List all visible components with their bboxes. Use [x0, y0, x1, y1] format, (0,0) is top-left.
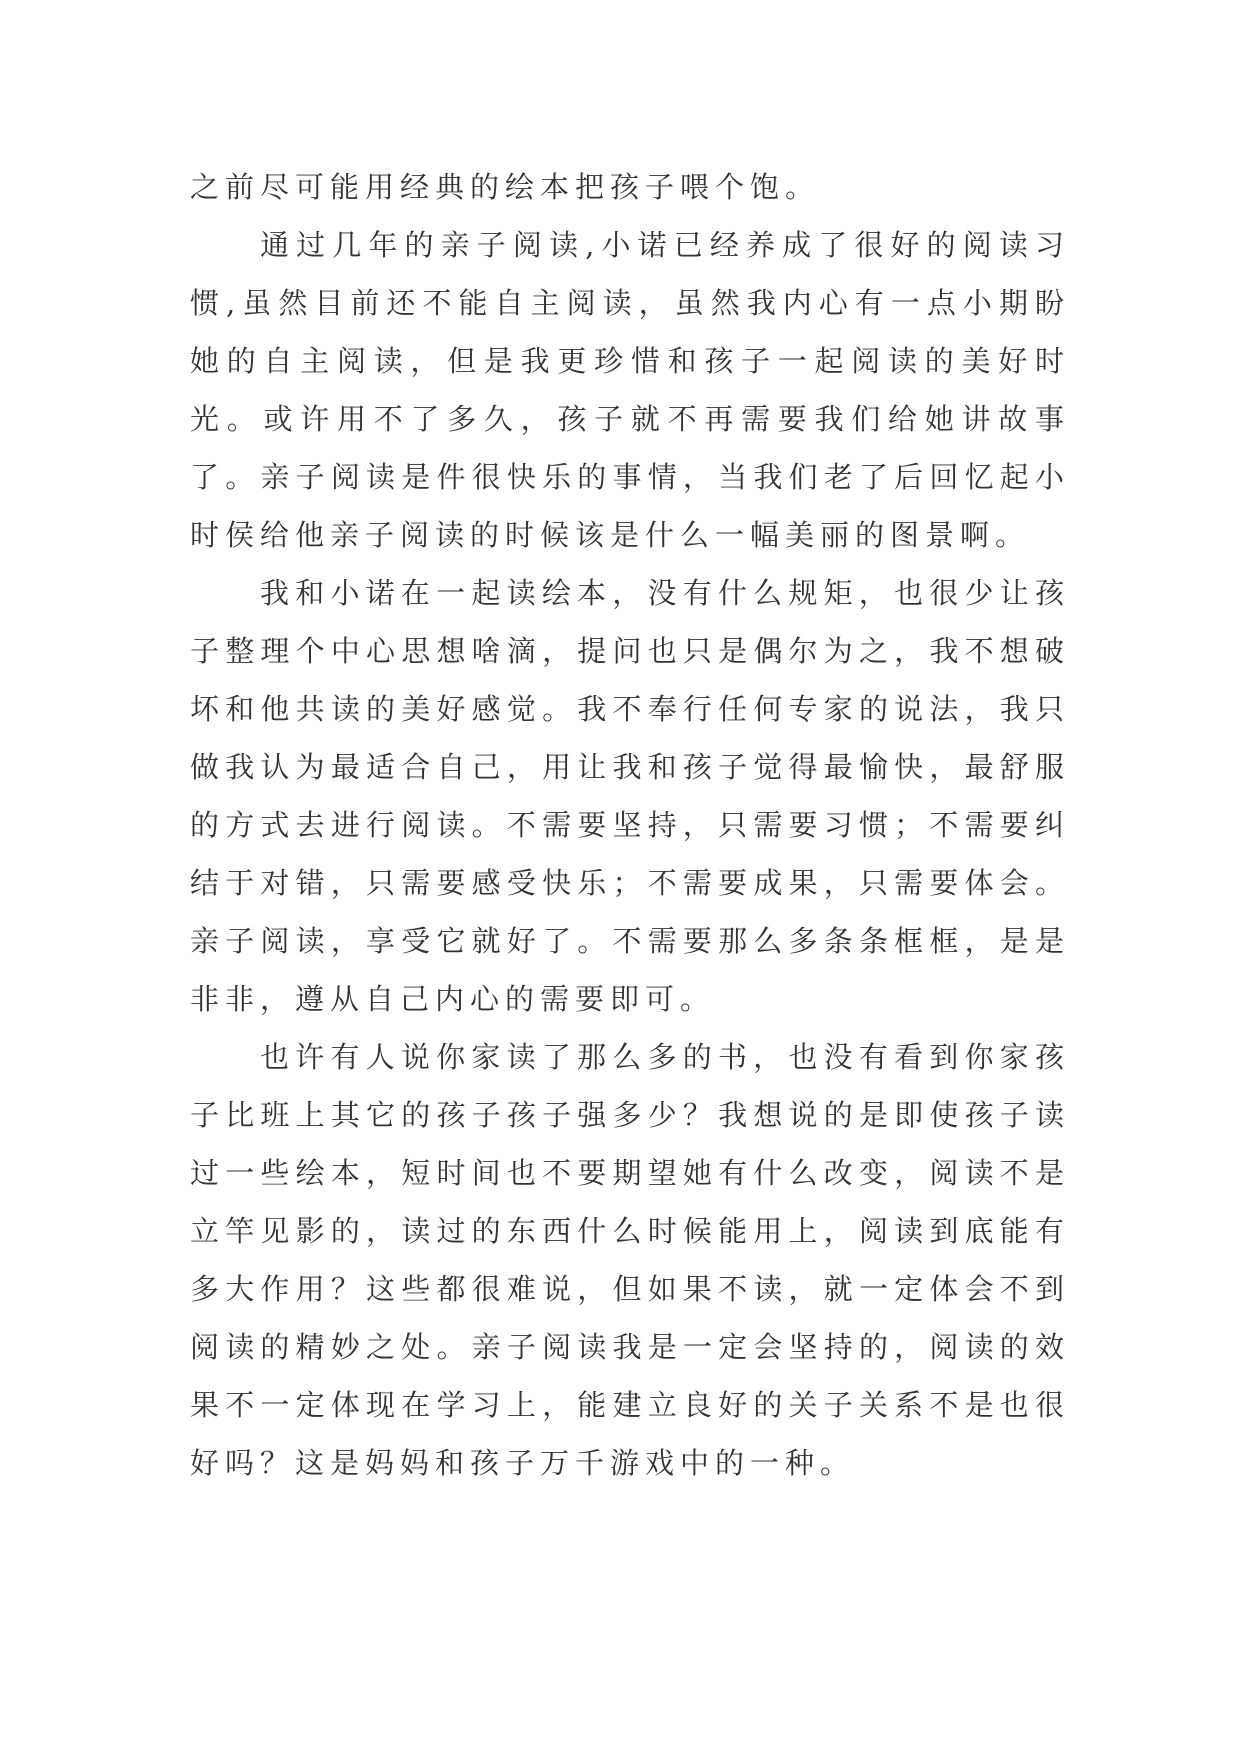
paragraph-2: 通过几年的亲子阅读,小诺已经养成了很好的阅读习惯,虽然目前还不能自主阅读，虽然我内心有一点小期盼她的自主阅读，但是我更珍惜和孩子一起阅读的美好时光。或许用不了多久，孩子就不再需要我们给她讲故事了。亲子阅读是件很快乐的事情，当我们老了后回忆起小时侯给他亲子阅读的时候该是什么一幅美丽的图景啊。: [190, 228, 1070, 552]
paragraph-1: 之前尽可能用经典的绘本把孩子喂个饱。: [190, 170, 821, 204]
paragraph-3: 我和小诺在一起读绘本，没有什么规矩，也很少让孩子整理个中心思想啥滴，提问也只是偶尔为之，我不想破坏和他共读的美好感觉。我不奉行任何专家的说法，我只做我认为最适合自己，用让我和孩子觉得最愉快，最舒服的方式去进行阅读。不需要坚持，只需要习惯；不需要纠结于对错，只需要感受快乐；不需要成果，只需要体会。亲子阅读，享受它就好了。不需要那么多条条框框，是是非非，遵从自己内心的需要即可。: [190, 576, 1070, 1016]
paragraph-4: 也许有人说你家读了那么多的书，也没有看到你家孩子比班上其它的孩子孩子强多少？我想说的是即使孩子读过一些绘本，短时间也不要期望她有什么改变，阅读不是立竿见影的，读过的东西什么时候能用上，阅读到底能有多大作用？这些都很难说，但如果不读，就一定体会不到阅读的精妙之处。亲子阅读我是一定会坚持的，阅读的效果不一定体现在学习上，能建立良好的关子关系不是也很好吗？这是妈妈和孩子万千游戏中的一种。: [190, 1040, 1070, 1480]
document-body: [190, 158, 1070, 1492]
